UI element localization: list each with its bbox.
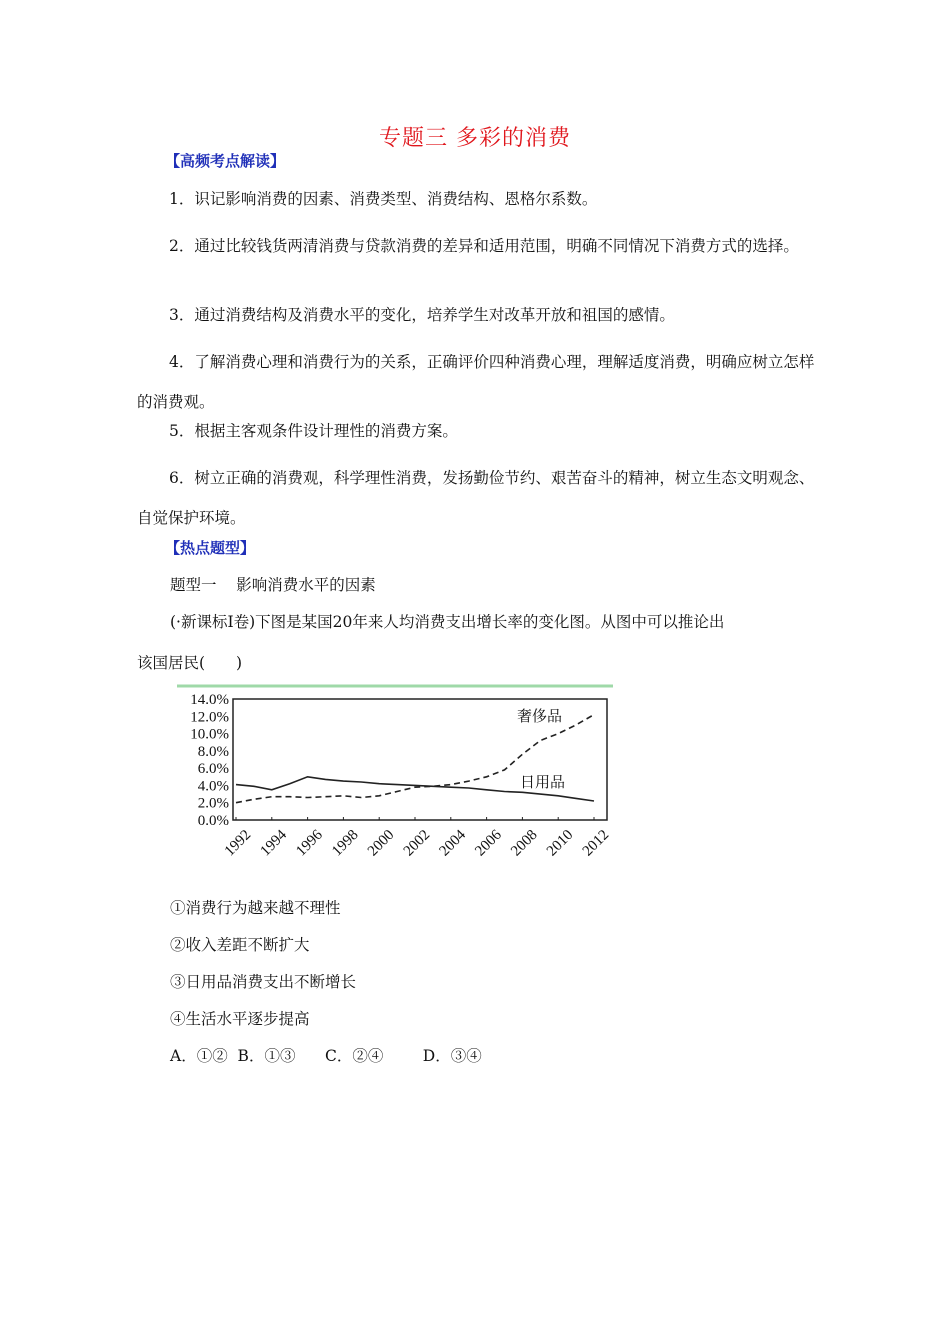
consumption-growth-chart [175,683,615,883]
x-tick-label: 2010 [543,826,577,860]
point-2: 2．通过比较钱货两清消费与贷款消费的差异和适用范围，明确不同情况下消费方式的选择。 [169,237,799,255]
section-heading-hot-topics: 【热点题型】 [165,539,256,557]
question-stem-line1: (·新课标Ⅰ卷)下图是某国20年来人均消费支出增长率的变化图。从图中可以推论出 [170,613,725,631]
option-3: ③日用品消费支出不断增长 [170,973,357,991]
x-tick-label: 2012 [579,826,613,860]
x-tick-label: 2006 [472,826,505,860]
point-3: 3．通过消费结构及消费水平的变化，培养学生对改革开放和祖国的感情。 [169,306,675,324]
y-tick-label: 6.0% [197,761,229,778]
y-tick-label: 12.0% [190,709,229,726]
answer-choices: A．①② B．①③ C．②④ D．③④ [170,1047,482,1065]
option-2: ②收入差距不断扩大 [170,936,310,954]
x-tick-label: 2008 [508,826,541,860]
x-tick-label: 2000 [364,826,398,860]
x-tick-label: 1994 [257,826,291,860]
question-stem-line2: 该国居民( ) [137,654,243,672]
point-5: 5．根据主客观条件设计理性的消费方案。 [169,422,458,440]
x-tick-label: 1992 [221,826,255,860]
y-tick-label: 2.0% [197,795,229,812]
y-tick-label: 14.0% [190,692,229,708]
series-label-daily: 日用品 [520,773,566,791]
y-tick-label: 8.0% [197,743,229,760]
x-tick-label: 1996 [293,826,326,860]
option-4: ④生活水平逐步提高 [170,1010,310,1028]
point-1: 1．识记影响消费的因素、消费类型、消费结构、恩格尔系数。 [169,190,598,208]
option-1: ①消费行为越来越不理性 [170,899,341,917]
question-type-label: 题型一 影响消费水平的因素 [170,576,376,594]
x-tick-label: 1998 [329,826,362,860]
series-label-luxury: 奢侈品 [517,707,563,725]
page-title: 专题三 多彩的消费 [379,126,571,151]
y-tick-label: 10.0% [190,726,229,743]
x-tick-label: 2002 [400,826,434,860]
y-tick-label: 0.0% [197,813,229,829]
x-tick-label: 2004 [436,826,470,860]
section-heading-exam-points: 【高频考点解读】 [165,152,286,170]
point-6: 6．树立正确的消费观，科学理性消费，发扬勤俭节约、艰苦奋斗的精神，树立生态文明观念、自觉保护环境。 [137,469,815,527]
y-tick-label: 4.0% [197,778,229,795]
point-4: 4．了解消费心理和消费行为的关系，正确评价四种消费心理，理解适度消费，明确应树立怎样的消费观。 [137,353,815,411]
chart-svg [175,683,615,883]
